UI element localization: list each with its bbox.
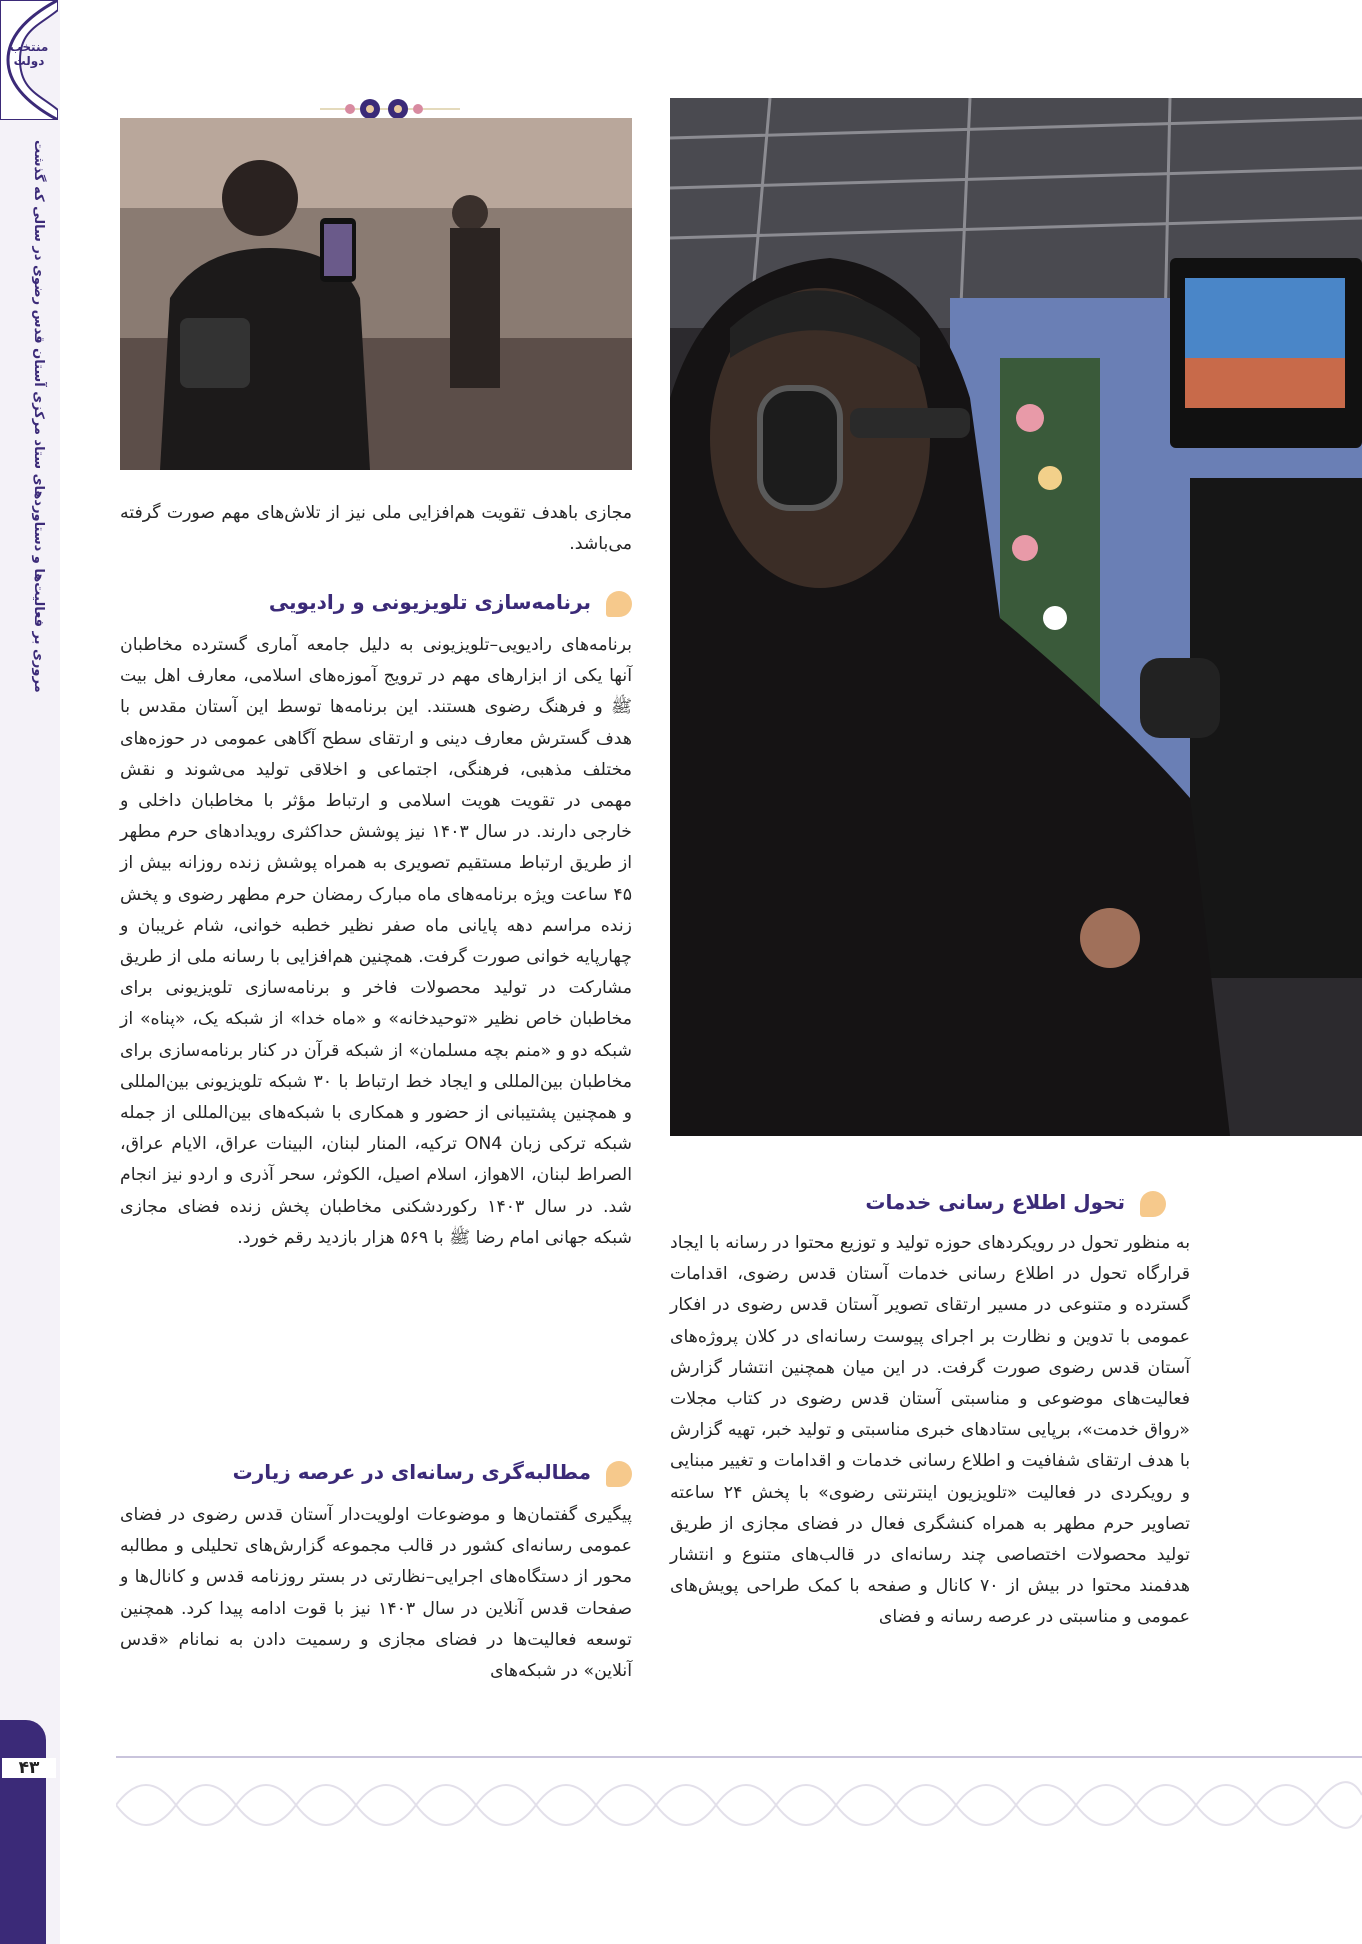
side-title — [30, 140, 48, 1320]
media-monitoring-heading-text: مطالبه‌گری رسانه‌ای در عرصه زیارت — [232, 1460, 592, 1484]
media-monitoring-heading — [120, 1460, 632, 1487]
media-monitoring-body: پیگیری گفتمان‌ها و موضوعات اولویت‌دار آستان قدس رضوی در فضای عمومی رسانه‌ای کشور در قالب مجموعه گزارش‌های تحلیلی و مطالبه محور از دستگاه‌های اجرایی–نظارتی در بستر روزنامه قدس و کانال‌ها و صفحات قدس آنلاین در سال ۱۴۰۳ نیز با قوت ادامه پیدا کرد. همچنین توسعه فعالیت‌ها در فضای مجازی و رسمیت دادن به نمانام «قدس آنلاین» در شبکه‌های — [120, 1505, 632, 1682]
bullet-icon — [1140, 1191, 1166, 1217]
photo-camera-operator — [670, 98, 1362, 1136]
intro-paragraph: مجازی باهدف تقویت هم‌افزایی ملی نیز از تلاش‌های مهم صورت گرفته می‌باشد. — [120, 503, 632, 555]
tv-radio-heading — [120, 590, 632, 617]
services-info-body: به منظور تحول در رویکردهای حوزه تولید و توزیع محتوا در رسانه با ایجاد قرارگاه تحول در اطلاع رسانی خدمات آستان قدس رضوی، اقدامات گسترده و متنوعی در مسیر ارتقای تصویر آستان قدس رضوی در افکار عمومی با تدوین و نظارت بر اجرای پیوست رسانه‌ای در کلان پروژه‌های آستان قدس رضوی صورت گرفت. در این میان همچنین انتشار گزارش فعالیت‌های موضوعی و مناسبتی آستان قدس رضوی در کتاب مجلات «رواق خدمت»، برپایی ستادهای خبری مناسبتی و تولید خبر، تهیه گزارش با هدف ارتقای شفافیت و اطلاع رسانی خدمات و اقدامات و تغییر مبنایی و رویکردی در فعالیت «تلویزیون اینترنتی رضوی» با پخش ۲۴ ساعته تصاویر حرم مطهر به همراه کنشگری فعال در فضای مجازی از طریق تولید محصولات اختصاصی چند رسانه‌ای در قالب‌های متنوع و انتشار هدفمند محتوا در بیش از ۷۰ کانال و صفحه با کمک طراحی پویش‌های عمومی و مناسبتی در عرصه رسانه و فضای — [670, 1233, 1190, 1628]
bullet-icon — [606, 1461, 632, 1487]
bottom-pattern — [116, 1755, 1362, 1855]
page-number: ۴۳ — [2, 1758, 56, 1778]
services-info-heading-text: تحول اطلاع رسانی خدمات — [865, 1190, 1126, 1214]
logo-text: منتخب دولت — [9, 40, 49, 68]
side-title-text: مروری بر فعالیت‌ها و دستاوردهای ستاد مرکزی آستان قدس رضوی در سالی که گذشت — [31, 140, 46, 693]
photo-phone-filming — [120, 118, 632, 470]
photo-camera-operator-illustration — [670, 98, 1362, 1136]
tv-radio-heading-text: برنامه‌سازی تلویزیونی و رادیویی — [268, 590, 592, 614]
tv-radio-body: برنامه‌های رادیویی–تلویزیونی به دلیل جامعه آماری گسترده مخاطبان آنها یکی از ابزارهای مهم در ترویج آموزه‌های اسلامی، معارف اهل بیت ﷺ و فرهنگ رضوی هستند. این برنامه‌ها توسط این آستان مقدس با هدف گسترش معارف دینی و ارتقای سطح آگاهی عمومی در حوزه‌های مختلف مذهبی، فرهنگی، اجتماعی و اخلاقی تولید می‌شوند و نقش مهمی در تقویت هویت اسلامی و ارتباط مؤثر با مخاطبان داخلی و خارجی دارند. در سال ۱۴۰۳ نیز پوشش حداکثری رویدادهای حرم مطهر از طریق ارتباط مستقیم تصویری به همراه پوشش زنده روزانه بیش از ۴۵ ساعت ویژه برنامه‌های ماه مبارک رمضان حرم مطهر رضوی و پخش زنده مراسم دهه پایانی ماه صفر نظیر خطبه خوانی، شام غریبان و چهارپایه خوانی صورت گرفت. همچنین هم‌افزایی با رسانه ملی از طریق مشارکت در تولید محصولات فاخر و برنامه‌سازی تلویزیونی برای مخاطبان خاص نظیر «توحیدخانه» و «ماه خدا» از شبکه یک، «پناه» از شبکه دو و «منم بچه مسلمان» از شبکه قرآن در کنار برنامه‌سازی برای مخاطبان بین‌المللی و ایجاد خط ارتباط با ۳۰ شبکه تلویزیونی بین‌المللی و همچنین پشتیبانی از حضور و همکاری با شبکه‌های بین‌المللی از جمله شبکه ترکی زبان ON4 ترکیه، المنار لبنان، البینات عراق، الایام عراق، الصراط لبنان، الاهواز، اسلام اصیل، الکوثر، سحر آذری و اردو نیز انجام شد. در سال ۱۴۰۳ رکوردشکنی مخاطبان پخش زنده فضای مجازی شبکه جهانی امام رضا ﷺ با ۵۶۹ هزار بازدید رقم خورد. — [120, 635, 633, 1248]
geometric-pattern-icon — [116, 1755, 1362, 1855]
services-info-heading — [670, 1190, 1166, 1217]
page-number-tab — [0, 1720, 46, 1944]
photo-phone-filming-illustration — [120, 118, 632, 470]
bullet-icon — [606, 591, 632, 617]
